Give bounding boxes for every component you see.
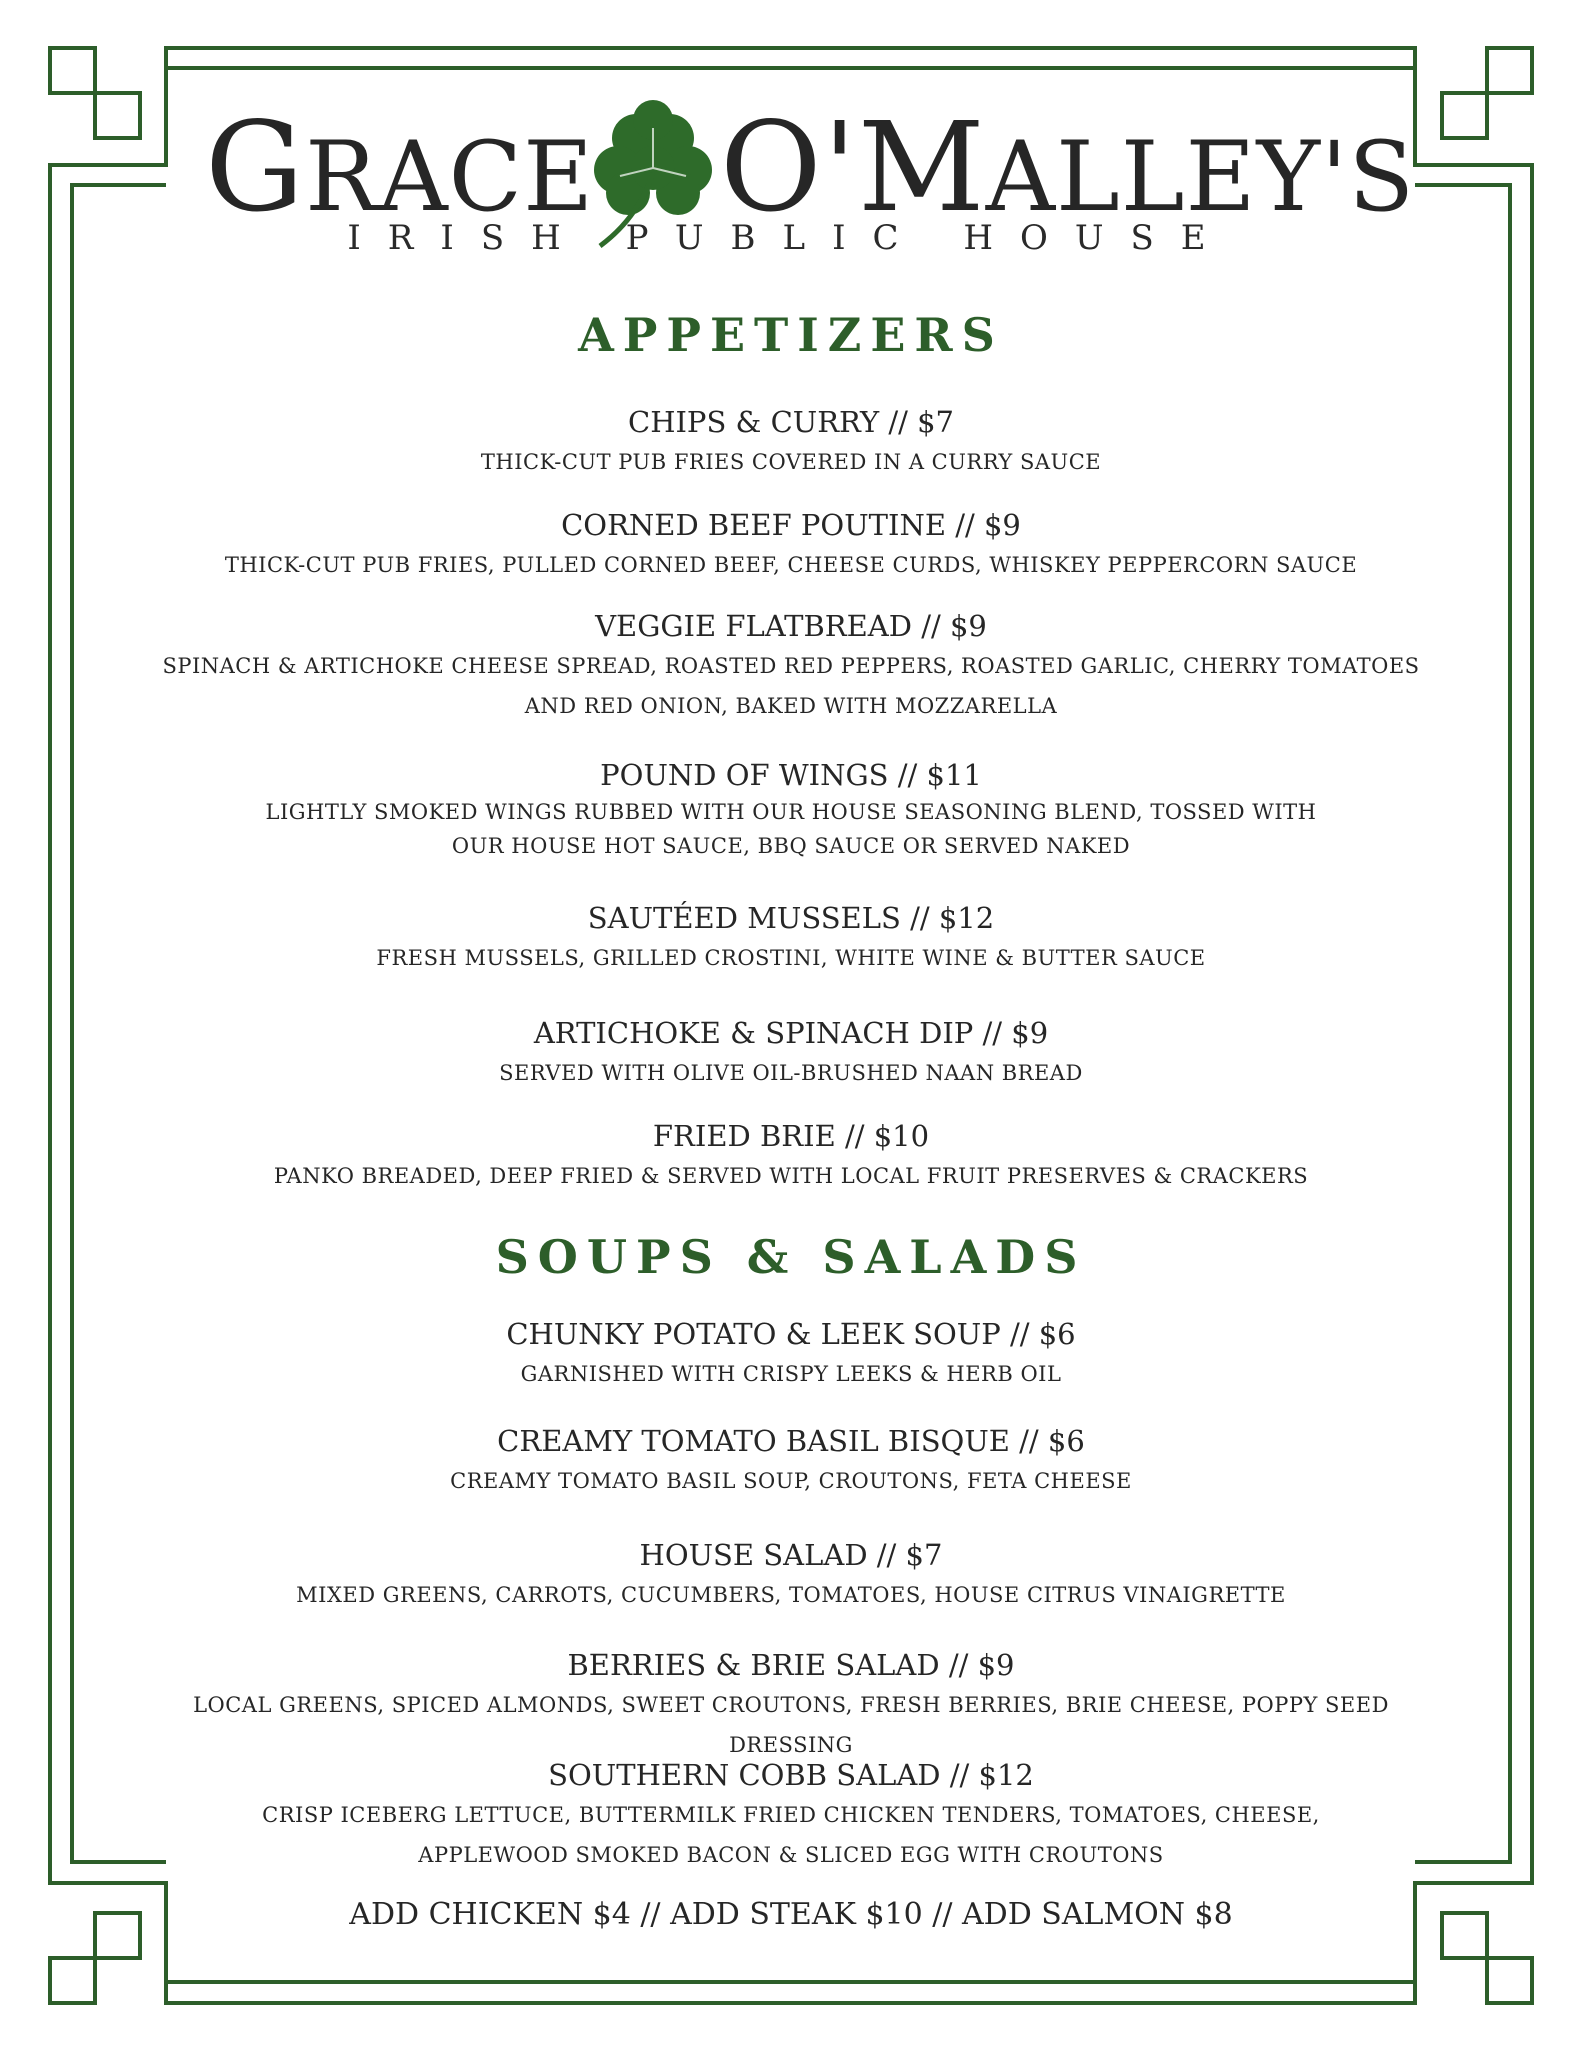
menu-item-name: BERRIES & BRIE SALAD // $9 [567,1648,1015,1682]
menu-item [130,402,1452,482]
menu-item-desc: CRISP ICEBERG LETTUCE, BUTTERMILK FRIED CHICKEN TENDERS, TOMATOES, CHEESE, [262,1803,1320,1827]
menu-item-name: CHUNKY POTATO & LEEK SOUP // $6 [506,1317,1076,1351]
menu-item-desc: SERVED WITH OLIVE OIL-BRUSHED NAAN BREAD [499,1061,1083,1085]
menu-item-name: CORNED BEEF POUTINE // $9 [561,508,1021,542]
menu-item [130,1116,1452,1196]
menu-item-name: POUND OF WINGS // $11 [600,758,982,792]
salad-addons: ADD CHICKEN $4 // ADD STEAK $10 // ADD SALMON $8 [349,1897,1233,1932]
menu-item-desc: CREAMY TOMATO BASIL SOUP, CROUTONS, FETA CHEESE [450,1469,1132,1493]
menu-item-desc: APPLEWOOD SMOKED BACON & SLICED EGG WITH CROUTONS [418,1843,1164,1867]
menu-item [130,1421,1452,1501]
menu-item-desc: OUR HOUSE HOT SAUCE, BBQ SAUCE OR SERVED NAKED [451,834,1131,858]
menu-item-desc: MIXED GREENS, CARROTS, CUCUMBERS, TOMATOES, HOUSE CITRUS VINAIGRETTE [296,1583,1286,1607]
menu-item-desc: LIGHTLY SMOKED WINGS RUBBED WITH OUR HOUSE SEASONING BLEND, TOSSED WITH [265,800,1317,824]
menu-item-name: HOUSE SALAD // $7 [639,1538,943,1572]
menu-item-name: CHIPS & CURRY // $7 [628,405,954,439]
menu-item-name: FRIED BRIE // $10 [652,1119,930,1153]
section-title-soups-salads: SOUPS & SALADS [495,1230,1087,1284]
menu-item [130,1645,1452,1765]
menu-item-desc: PANKO BREADED, DEEP FRIED & SERVED WITH LOCAL FRUIT PRESERVES & CRACKERS [273,1164,1309,1188]
menu-item [130,606,1452,726]
menu-item-desc: AND RED ONION, BAKED WITH MOZZARELLA [524,694,1058,718]
menu-item [130,1535,1452,1615]
brand-name-right: O'MALLEY'S [720,96,1416,240]
menu-item-desc: THICK-CUT PUB FRIES, PULLED CORNED BEEF, CHEESE CURDS, WHISKEY PEPPERCORN SAUCE [224,553,1358,577]
menu-item-name: VEGGIE FLATBREAD // $9 [595,609,987,643]
brand-name-left: GRACE [205,96,595,240]
menu-item [130,1314,1452,1394]
menu-item-desc: SPINACH & ARTICHOKE CHEESE SPREAD, ROASTED RED PEPPERS, ROASTED GARLIC, CHERRY TOMATOES [162,654,1420,678]
menu-item [130,1755,1452,1875]
menu-item [130,898,1452,978]
menu-item-name: CREAMY TOMATO BASIL BISQUE // $6 [497,1424,1085,1458]
menu-item [130,505,1452,585]
menu-item-name: ARTICHOKE & SPINACH DIP // $9 [533,1016,1049,1050]
menu-item-desc: THICK-CUT PUB FRIES COVERED IN A CURRY SAUCE [480,450,1102,474]
menu-item-desc: FRESH MUSSELS, GRILLED CROSTINI, WHITE WINE & BUTTER SAUCE [376,946,1206,970]
menu-item-desc: GARNISHED WITH CRISPY LEEKS & HERB OIL [520,1362,1062,1386]
menu-item [130,1013,1452,1093]
menu-item-name: SAUTÉED MUSSELS // $12 [587,901,995,935]
menu-item-desc: LOCAL GREENS, SPICED ALMONDS, SWEET CROUTONS, FRESH BERRIES, BRIE CHEESE, POPPY SEED DRESSING [193,1693,1389,1757]
brand-tagline: IRISH PUBLIC HOUSE [347,218,1233,258]
menu-item [130,755,1452,863]
section-title-appetizers: APPETIZERS [578,308,1004,362]
menu-item-name: SOUTHERN COBB SALAD // $12 [548,1758,1034,1792]
